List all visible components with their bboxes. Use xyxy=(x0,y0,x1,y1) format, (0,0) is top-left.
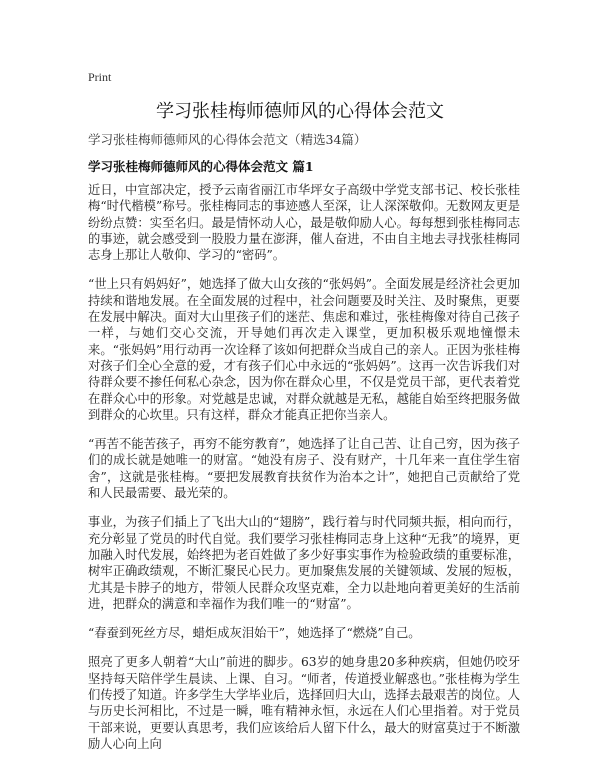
document-title: 学习张桂梅师德师风的心得体会范文 xyxy=(156,101,444,122)
document-subtitle: 学习张桂梅师德师风的心得体会范文（精选34篇） xyxy=(88,132,367,147)
paragraph: 照亮了更多人朝着“大山”前进的脚步。63岁的她身患20多种疾病，但她仍咬牙坚持每天陪伴学生晨读、上课、自习。“师者，传道授业解惑也。”张桂梅为学生们传授了知道。许多学生大学毕业后，选择回归大山，选择去最艰苦的岗位。人与历史长河相比，不过是一瞬，唯有精神永恒，永远在人们心里指着。对于党员干部来说，更要认真思考，我们应该给后人留下什么，最大的财富莫过于不断激励人心向上向 xyxy=(88,655,520,751)
paragraph: 事业，为孩子们插上了飞出大山的“翅膀”，践行着与时代同频共振，相向而行，充分彰显了党员的时代自觉。我们要学习张桂梅同志身上这种“无我”的境界，更加融入时代发展，始终把为老百姓做了多少好事实事作为检验政绩的重要标准，树牢正确政绩观，不断汇聚民心民力。更加聚焦发展的关键领域、发展的短板，尤其是卡脖子的地方，带领人民群众攻坚克难，全力以赴地向着更美好的生活前进，把群众的满意和幸福作为我们唯一的“财富”。 xyxy=(88,515,520,611)
paragraph: “再苦不能苦孩子，再穷不能穷教育”，她选择了让自己苦、让自己穷，因为孩子们的成长就是她唯一的财富。“她没有房子、没有财产，十几年来一直住学生宿舍”，这就是张桂梅。“要把发展教育扶贫作为治本之计”，她把自己贡献给了党和人民最需要、最光荣的。 xyxy=(88,437,520,501)
paragraph: “春蚕到死丝方尽，蜡炬成灰泪始干”，她选择了“燃烧”自己。 xyxy=(88,626,421,641)
article-body xyxy=(88,182,520,765)
section-heading: 学习张桂梅师德师风的心得体会范文 篇1 xyxy=(88,159,314,174)
paragraph: 近日，中宣部决定，授予云南省丽江市华坪女子高级中学党支部书记、校长张桂梅“时代楷模”称号。张桂梅同志的事迹感人至深，让人深深敬仰。无数网友更是纷纷点赞：实至名归。最是情怀动人心，最是敬仰励人心。每每想到张桂梅同志的事迹，就会感受到一股股力量在澎湃，催人奋进，不由自主地去寻找张桂梅同志身上那让人敬仰、学习的“密码”。 xyxy=(88,183,520,263)
print-label[interactable]: Print xyxy=(88,70,112,84)
paragraph: “世上只有妈妈好”，她选择了做大山女孩的“张妈妈”。全面发展是经济社会更加持续和谐地发展。在全面发展的过程中，社会问题要及时关注、及时聚焦，更要在发展中解决。面对大山里孩子们的迷茫、焦虑和难过，张桂梅像对待自己孩子一样，与她们交心交流，开导她们再次走入课堂，更加积极乐观地憧憬未来。“张妈妈”用行动再一次诠释了该如何把群众当成自己的亲人。正因为张桂梅对孩子们全心全意的爱，才有孩子们心中永远的“张妈妈”。这再一次告诉我们对待群众要不掺任何私心杂念，因为你在群众心里，不仅是党员干部，更代表着党在群众心中的形象。对党越是忠诚，对群众就越是无私，越能自始至终把服务做到群众的心坎里。只有这样，群众才能真正把你当亲人。 xyxy=(88,277,520,422)
